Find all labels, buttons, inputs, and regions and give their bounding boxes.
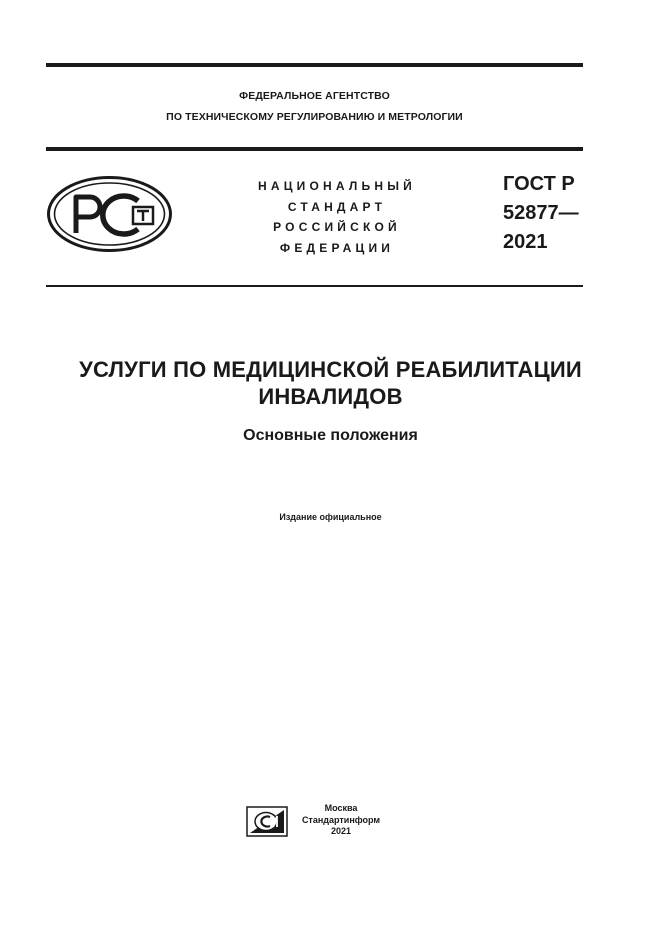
edition-label: Издание официальное [279, 512, 382, 522]
middle-rule [46, 147, 583, 151]
top-rule [46, 63, 583, 67]
national-standard-line-4: ФЕДЕРАЦИИ [279, 240, 395, 255]
standard-code [503, 170, 579, 257]
publisher-name: Стандартинформ [301, 814, 381, 825]
standartinform-logo-icon [246, 806, 288, 837]
gost-rst-mark-icon [46, 175, 173, 253]
national-standard-label [232, 176, 442, 258]
document-title [46, 356, 615, 410]
document-title-line-2: ИНВАЛИДОВ [258, 384, 403, 409]
national-standard-line-1: НАЦИОНАЛЬНЫЙ [257, 179, 417, 193]
standard-code-line-1: ГОСТ Р [503, 173, 575, 195]
bottom-rule [46, 285, 583, 287]
publisher-year: 2021 [330, 826, 352, 836]
document-subtitle: Основные положения [243, 427, 418, 444]
standard-code-line-2: 52877— [503, 202, 579, 224]
national-standard-line-3: РОССИЙСКОЙ [273, 220, 401, 234]
publisher-city: Москва [324, 803, 358, 813]
national-standard-line-2: СТАНДАРТ [287, 199, 387, 214]
agency-line-1: ФЕДЕРАЛЬНОЕ АГЕНТСТВО [239, 90, 390, 102]
standard-code-line-3: 2021 [503, 231, 548, 253]
document-title-line-1: УСЛУГИ ПО МЕДИЦИНСКОЙ РЕАБИЛИТАЦИИ [79, 357, 582, 382]
publisher-info [296, 803, 386, 838]
agency-line-2: ПО ТЕХНИЧЕСКОМУ РЕГУЛИРОВАНИЮ И МЕТРОЛОГИИ [166, 111, 463, 123]
